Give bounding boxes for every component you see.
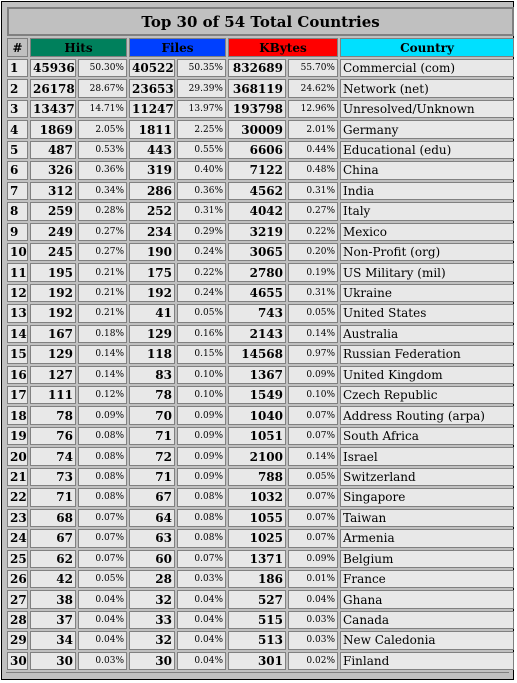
table-row-files: 83	[129, 366, 175, 384]
table-row-files-percent: 0.10%	[177, 386, 226, 404]
table-row-kbytes-percent: 12.96%	[288, 100, 338, 118]
table-row-kbytes-percent: 0.48%	[288, 161, 338, 179]
table-row-country: Finland	[340, 652, 514, 670]
table-row-hits-percent: 0.04%	[78, 590, 127, 608]
table-row-hits-percent: 0.07%	[78, 550, 127, 568]
column-header-hits: Hits	[30, 38, 127, 57]
table-row-kbytes-percent: 0.05%	[288, 468, 338, 486]
table-row-country: Non-Profit (org)	[340, 243, 514, 261]
table-row-rank: 14	[7, 325, 28, 343]
table-row-country: Taiwan	[340, 509, 514, 527]
table-row-kbytes: 788	[228, 468, 286, 486]
table-row-country: Germany	[340, 120, 514, 138]
column-header-country: Country	[340, 38, 514, 57]
table-row-files: 28	[129, 570, 175, 588]
table-row-kbytes-percent: 0.19%	[288, 263, 338, 281]
table-row-country: Israel	[340, 447, 514, 465]
table-row	[7, 79, 514, 97]
table-row-country: Ukraine	[340, 284, 514, 302]
table-row-files: 1811	[129, 120, 175, 138]
table-row-files: 33	[129, 611, 175, 629]
table-row-hits: 13437	[30, 100, 76, 118]
table-row-hits: 127	[30, 366, 76, 384]
table-row-hits: 192	[30, 304, 76, 322]
table-row-rank: 28	[7, 611, 28, 629]
table-row-files-percent: 0.15%	[177, 345, 226, 363]
table-bottom-border	[6, 672, 509, 677]
table-row	[7, 406, 514, 424]
table-row-files: 32	[129, 631, 175, 649]
table-row	[7, 386, 514, 404]
table-row-files-percent: 0.07%	[177, 550, 226, 568]
table-row-rank: 20	[7, 447, 28, 465]
table-row-hits: 74	[30, 447, 76, 465]
table-row-hits: 259	[30, 202, 76, 220]
table-row	[7, 488, 514, 506]
table-row-files: 175	[129, 263, 175, 281]
table-row-hits: 38	[30, 590, 76, 608]
table-row-hits: 78	[30, 406, 76, 424]
table-row-rank: 13	[7, 304, 28, 322]
table-row-files-percent: 0.05%	[177, 304, 226, 322]
table-row-kbytes-percent: 0.07%	[288, 509, 338, 527]
table-row-files: 32	[129, 590, 175, 608]
table-row-rank: 4	[7, 120, 28, 138]
table-row-country: Australia	[340, 325, 514, 343]
table-row-rank: 21	[7, 468, 28, 486]
table-row-kbytes-percent: 0.01%	[288, 570, 338, 588]
table-row-hits-percent: 50.30%	[78, 59, 127, 77]
table-row-files-percent: 29.39%	[177, 79, 226, 97]
table-row-files-percent: 0.09%	[177, 406, 226, 424]
table-row-country: Singapore	[340, 488, 514, 506]
table-row-files: 129	[129, 325, 175, 343]
table-row-files-percent: 0.29%	[177, 223, 226, 241]
table-row-files-percent: 0.09%	[177, 447, 226, 465]
table-row-rank: 17	[7, 386, 28, 404]
table-row-kbytes-percent: 0.03%	[288, 631, 338, 649]
table-row-kbytes-percent: 0.14%	[288, 447, 338, 465]
table-row	[7, 366, 514, 384]
table-row-kbytes: 4655	[228, 284, 286, 302]
table-row-files: 118	[129, 345, 175, 363]
table-row-hits: 1869	[30, 120, 76, 138]
table-row-hits-percent: 0.12%	[78, 386, 127, 404]
table-row-rank: 11	[7, 263, 28, 281]
table-row-country: Canada	[340, 611, 514, 629]
table-row-files: 192	[129, 284, 175, 302]
table-row-files: 234	[129, 223, 175, 241]
table-row-hits-percent: 14.71%	[78, 100, 127, 118]
table-title: Top 30 of 54 Total Countries	[7, 7, 514, 36]
table-row-kbytes-percent: 0.27%	[288, 202, 338, 220]
table-row-kbytes: 3219	[228, 223, 286, 241]
table-row	[7, 468, 514, 486]
table-row-country: Czech Republic	[340, 386, 514, 404]
table-row-kbytes-percent: 0.09%	[288, 550, 338, 568]
table-row-kbytes-percent: 0.14%	[288, 325, 338, 343]
table-row	[7, 161, 514, 179]
table-row	[7, 100, 514, 118]
table-row-files-percent: 0.36%	[177, 182, 226, 200]
table-row-kbytes-percent: 24.62%	[288, 79, 338, 97]
table-row-kbytes: 14568	[228, 345, 286, 363]
table-row-hits: 34	[30, 631, 76, 649]
table-row-hits-percent: 0.28%	[78, 202, 127, 220]
table-row-files: 252	[129, 202, 175, 220]
table-row-files-percent: 50.35%	[177, 59, 226, 77]
table-row-hits: 68	[30, 509, 76, 527]
table-row-rank: 9	[7, 223, 28, 241]
table-row-files-percent: 0.16%	[177, 325, 226, 343]
table-row-files-percent: 0.09%	[177, 468, 226, 486]
table-row-hits: 30	[30, 652, 76, 670]
table-row	[7, 652, 514, 670]
table-row-hits-percent: 0.03%	[78, 652, 127, 670]
table-row-kbytes: 527	[228, 590, 286, 608]
table-row-kbytes-percent: 0.31%	[288, 182, 338, 200]
table-row	[7, 263, 514, 281]
table-row-kbytes-percent: 0.07%	[288, 406, 338, 424]
table-row-country: New Caledonia	[340, 631, 514, 649]
table-row-kbytes: 6606	[228, 141, 286, 159]
table-row-country: Mexico	[340, 223, 514, 241]
table-row-country: France	[340, 570, 514, 588]
table-row-country: Network (net)	[340, 79, 514, 97]
table-row-kbytes: 1371	[228, 550, 286, 568]
table-row-country: China	[340, 161, 514, 179]
column-header-kbytes: KBytes	[228, 38, 338, 57]
table-row-country: Unresolved/Unknown	[340, 100, 514, 118]
table-row-hits-percent: 0.21%	[78, 263, 127, 281]
table-row-files: 72	[129, 447, 175, 465]
table-row-kbytes: 30009	[228, 120, 286, 138]
table-row	[7, 243, 514, 261]
table-row	[7, 447, 514, 465]
table-row-files-percent: 0.08%	[177, 488, 226, 506]
table-row-files: 67	[129, 488, 175, 506]
table-row-hits: 195	[30, 263, 76, 281]
table-row-country: Educational (edu)	[340, 141, 514, 159]
table-row-kbytes-percent: 0.07%	[288, 427, 338, 445]
table-row-hits: 312	[30, 182, 76, 200]
table-row-country: Russian Federation	[340, 345, 514, 363]
table-row-hits-percent: 0.53%	[78, 141, 127, 159]
table-row-files: 78	[129, 386, 175, 404]
table-row-country: Ghana	[340, 590, 514, 608]
table-row-rank: 6	[7, 161, 28, 179]
table-row-hits-percent: 0.14%	[78, 345, 127, 363]
table-row-files: 41	[129, 304, 175, 322]
table-row	[7, 304, 514, 322]
table-row-kbytes: 1549	[228, 386, 286, 404]
table-row	[7, 223, 514, 241]
table-row-hits: 129	[30, 345, 76, 363]
table-row-kbytes: 743	[228, 304, 286, 322]
table-row-rank: 25	[7, 550, 28, 568]
table-row-hits-percent: 0.27%	[78, 223, 127, 241]
table-row-files-percent: 0.10%	[177, 366, 226, 384]
table-row-hits-percent: 2.05%	[78, 120, 127, 138]
table-row	[7, 509, 514, 527]
table-row-rank: 15	[7, 345, 28, 363]
table-row-hits-percent: 0.08%	[78, 427, 127, 445]
table-row-files-percent: 0.04%	[177, 590, 226, 608]
table-row-country: United Kingdom	[340, 366, 514, 384]
table-row-files-percent: 0.40%	[177, 161, 226, 179]
table-row-kbytes-percent: 0.02%	[288, 652, 338, 670]
table-row-hits: 249	[30, 223, 76, 241]
table-row-files-percent: 0.08%	[177, 509, 226, 527]
table-row-hits-percent: 0.14%	[78, 366, 127, 384]
table-row-hits-percent: 0.08%	[78, 447, 127, 465]
table-row-kbytes-percent: 0.20%	[288, 243, 338, 261]
table-row-rank: 26	[7, 570, 28, 588]
table-row-files-percent: 0.09%	[177, 427, 226, 445]
table-row-kbytes-percent: 0.44%	[288, 141, 338, 159]
table-row-hits-percent: 0.21%	[78, 304, 127, 322]
countries-table-frame	[1, 1, 514, 680]
table-row-hits: 76	[30, 427, 76, 445]
table-row-files: 70	[129, 406, 175, 424]
table-row-kbytes: 1032	[228, 488, 286, 506]
table-row-kbytes-percent: 0.10%	[288, 386, 338, 404]
table-row-kbytes: 1025	[228, 529, 286, 547]
table-row-rank: 24	[7, 529, 28, 547]
table-row-hits: 192	[30, 284, 76, 302]
table-row	[7, 182, 514, 200]
table-row-files: 71	[129, 468, 175, 486]
table-row-hits: 45936	[30, 59, 76, 77]
table-row-rank: 18	[7, 406, 28, 424]
table-row-files-percent: 0.03%	[177, 570, 226, 588]
table-row	[7, 529, 514, 547]
table-row-files-percent: 0.55%	[177, 141, 226, 159]
table-row	[7, 611, 514, 629]
table-row-country: Italy	[340, 202, 514, 220]
table-row-hits: 326	[30, 161, 76, 179]
table-row-files-percent: 0.04%	[177, 611, 226, 629]
table-row-hits-percent: 0.08%	[78, 488, 127, 506]
table-row-rank: 3	[7, 100, 28, 118]
table-row-rank: 19	[7, 427, 28, 445]
table-row-country: Address Routing (arpa)	[340, 406, 514, 424]
table-row-country: Commercial (com)	[340, 59, 514, 77]
table-row-kbytes-percent: 0.22%	[288, 223, 338, 241]
table-row-kbytes-percent: 0.97%	[288, 345, 338, 363]
table-row	[7, 631, 514, 649]
table-row-kbytes-percent: 0.31%	[288, 284, 338, 302]
table-row-hits: 26178	[30, 79, 76, 97]
table-row-kbytes: 2780	[228, 263, 286, 281]
table-row-kbytes: 832689	[228, 59, 286, 77]
table-row-hits: 71	[30, 488, 76, 506]
table-row-country: Belgium	[340, 550, 514, 568]
table-row-kbytes: 1051	[228, 427, 286, 445]
table-row-rank: 29	[7, 631, 28, 649]
table-row-files: 190	[129, 243, 175, 261]
table-row-files-percent: 0.08%	[177, 529, 226, 547]
table-row	[7, 202, 514, 220]
table-row-kbytes-percent: 2.01%	[288, 120, 338, 138]
table-row-hits-percent: 0.07%	[78, 529, 127, 547]
table-row-kbytes-percent: 0.04%	[288, 590, 338, 608]
table-row-files-percent: 0.04%	[177, 631, 226, 649]
table-row-hits-percent: 0.18%	[78, 325, 127, 343]
table-row-country: US Military (mil)	[340, 263, 514, 281]
table-row-kbytes-percent: 0.09%	[288, 366, 338, 384]
table-row-rank: 1	[7, 59, 28, 77]
table-row	[7, 345, 514, 363]
table-row-kbytes: 301	[228, 652, 286, 670]
table-row-files-percent: 0.24%	[177, 284, 226, 302]
table-row	[7, 284, 514, 302]
table-row-hits-percent: 0.04%	[78, 631, 127, 649]
table-row-files: 286	[129, 182, 175, 200]
table-row-hits: 487	[30, 141, 76, 159]
table-row-rank: 8	[7, 202, 28, 220]
table-row-files: 11247	[129, 100, 175, 118]
table-row-hits: 73	[30, 468, 76, 486]
table-row-hits-percent: 0.21%	[78, 284, 127, 302]
table-row-country: India	[340, 182, 514, 200]
table-row-hits: 245	[30, 243, 76, 261]
table-row-hits-percent: 0.27%	[78, 243, 127, 261]
table-row-kbytes: 2143	[228, 325, 286, 343]
table-row-hits-percent: 0.36%	[78, 161, 127, 179]
table-row-rank: 23	[7, 509, 28, 527]
table-row	[7, 141, 514, 159]
table-row-hits-percent: 0.09%	[78, 406, 127, 424]
countries-table	[5, 5, 516, 672]
table-row-kbytes-percent: 55.70%	[288, 59, 338, 77]
table-row-rank: 16	[7, 366, 28, 384]
table-row-kbytes: 1367	[228, 366, 286, 384]
table-row-files: 60	[129, 550, 175, 568]
table-body	[7, 59, 514, 670]
table-row-kbytes: 3065	[228, 243, 286, 261]
table-row-files-percent: 0.04%	[177, 652, 226, 670]
table-row-kbytes: 2100	[228, 447, 286, 465]
table-row-kbytes: 368119	[228, 79, 286, 97]
table-row	[7, 120, 514, 138]
table-row-kbytes: 186	[228, 570, 286, 588]
table-row-files-percent: 0.24%	[177, 243, 226, 261]
table-row	[7, 590, 514, 608]
table-row-kbytes-percent: 0.07%	[288, 488, 338, 506]
column-header-files: Files	[129, 38, 226, 57]
table-row-hits: 62	[30, 550, 76, 568]
table-row-files: 71	[129, 427, 175, 445]
table-row-rank: 10	[7, 243, 28, 261]
table-row-files: 23653	[129, 79, 175, 97]
table-row-kbytes: 1055	[228, 509, 286, 527]
table-row-files-percent: 13.97%	[177, 100, 226, 118]
table-row-country: Switzerland	[340, 468, 514, 486]
table-row-rank: 27	[7, 590, 28, 608]
table-row-kbytes: 193798	[228, 100, 286, 118]
table-row-kbytes-percent: 0.05%	[288, 304, 338, 322]
table-row-kbytes: 515	[228, 611, 286, 629]
table-row-hits: 111	[30, 386, 76, 404]
table-row-rank: 12	[7, 284, 28, 302]
table-row	[7, 427, 514, 445]
table-row-files: 63	[129, 529, 175, 547]
table-row-kbytes: 1040	[228, 406, 286, 424]
table-row-rank: 5	[7, 141, 28, 159]
table-row-files-percent: 0.31%	[177, 202, 226, 220]
table-row-kbytes: 4042	[228, 202, 286, 220]
table-row-rank: 7	[7, 182, 28, 200]
table-row-files: 64	[129, 509, 175, 527]
table-row-files-percent: 0.22%	[177, 263, 226, 281]
table-row-kbytes: 513	[228, 631, 286, 649]
table-row-files-percent: 2.25%	[177, 120, 226, 138]
table-row-files: 30	[129, 652, 175, 670]
table-row-hits: 167	[30, 325, 76, 343]
table-row-country: South Africa	[340, 427, 514, 445]
column-header-rank: #	[7, 38, 28, 57]
table-row-country: Armenia	[340, 529, 514, 547]
table-row-files: 40522	[129, 59, 175, 77]
table-row-hits: 42	[30, 570, 76, 588]
table-row	[7, 325, 514, 343]
table-row-hits-percent: 0.34%	[78, 182, 127, 200]
table-row-rank: 30	[7, 652, 28, 670]
table-row	[7, 59, 514, 77]
table-row-files: 319	[129, 161, 175, 179]
table-row-hits-percent: 0.04%	[78, 611, 127, 629]
table-row-rank: 22	[7, 488, 28, 506]
table-row-kbytes: 7122	[228, 161, 286, 179]
table-row-rank: 2	[7, 79, 28, 97]
table-row-hits-percent: 0.05%	[78, 570, 127, 588]
table-row	[7, 570, 514, 588]
table-row-hits-percent: 28.67%	[78, 79, 127, 97]
table-row-country: United States	[340, 304, 514, 322]
table-row-files: 443	[129, 141, 175, 159]
table-row-kbytes-percent: 0.03%	[288, 611, 338, 629]
table-row-hits-percent: 0.07%	[78, 509, 127, 527]
table-row	[7, 550, 514, 568]
table-row-kbytes-percent: 0.07%	[288, 529, 338, 547]
table-row-hits: 37	[30, 611, 76, 629]
table-row-hits-percent: 0.08%	[78, 468, 127, 486]
table-row-kbytes: 4562	[228, 182, 286, 200]
table-row-hits: 67	[30, 529, 76, 547]
